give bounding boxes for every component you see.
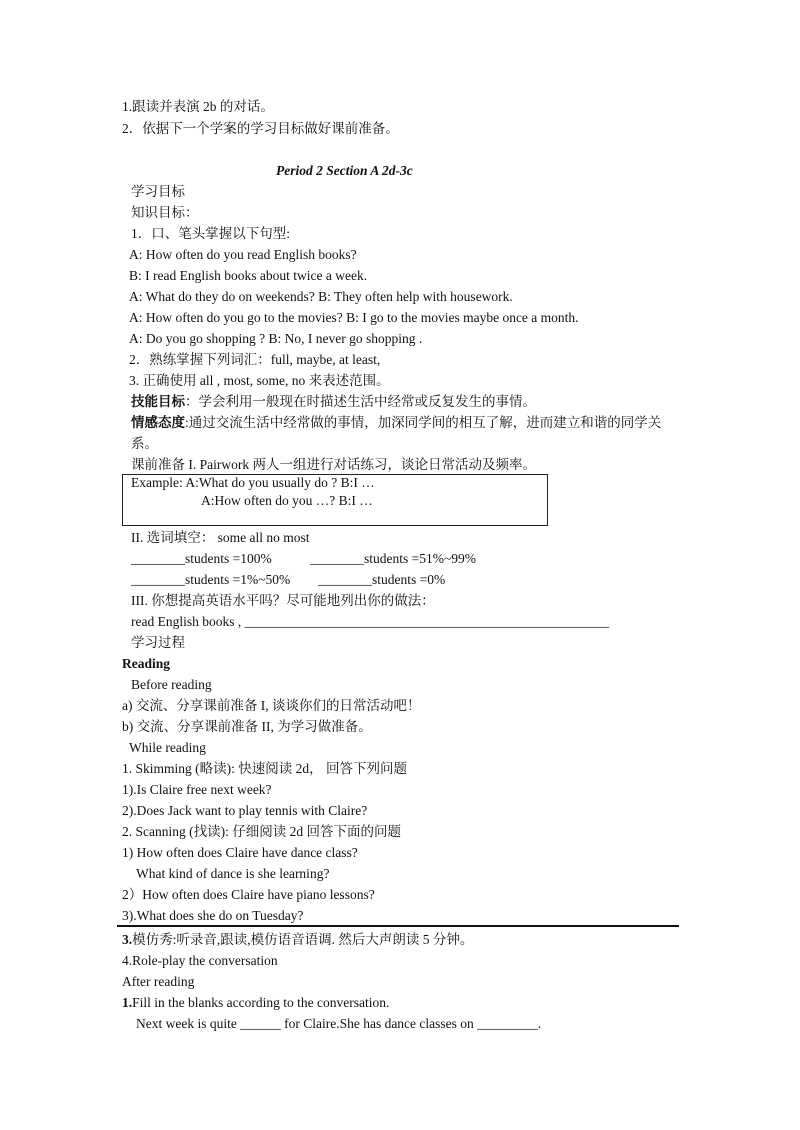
sentence-2: B: I read English books about twice a week.: [129, 268, 368, 283]
sentence-1: A: How often do you read English books?: [129, 247, 357, 262]
homework-item-1: 1.跟读并表演 2b 的对话。: [122, 99, 274, 114]
attitude-goal: [131, 414, 661, 432]
scanning-question-1b: What kind of dance is she learning?: [136, 866, 330, 881]
section-title: Period 2 Section A 2d-3c: [276, 163, 413, 178]
imitation-task: [122, 931, 473, 949]
skill-goal-label: 技能目标: [131, 394, 185, 409]
scanning-task: 2. Scanning (找读): 仔细阅读 2d 回答下面的问题: [122, 824, 401, 839]
skill-goal: [131, 393, 536, 411]
scanning-question-1: 1) How often does Claire have dance class?: [122, 845, 358, 860]
process-heading: 学习过程: [131, 635, 185, 650]
knowledge-item-3: 3. 正确使用 all , most, some, no 来表述范围。: [129, 373, 390, 388]
skimming-question-1: 1).Is Claire free next week?: [122, 782, 272, 797]
goals-heading: 学习目标: [131, 184, 185, 199]
before-reading-b: b) 交流、分享课前准备 II, 为学习做准备。: [122, 719, 372, 734]
skimming-task: 1. Skimming (略读): 快速阅读 2d， 回答下列问题: [122, 761, 408, 776]
knowledge-item-2: 2．熟练掌握下列词汇：full, maybe, at least,: [129, 352, 381, 367]
fill-blank-2: ________students =51%~99%: [310, 551, 477, 566]
while-reading-heading: While reading: [129, 740, 206, 755]
attitude-goal-continued: 系。: [131, 436, 158, 451]
prep-part-1: 课前准备 I. Pairwork 两人一组进行对话练习，谈论日常活动及频率。: [131, 457, 536, 472]
attitude-goal-text: :通过交流生活中经常做的事情，加深同学间的相互了解，进而建立和谐的同学关: [185, 415, 662, 430]
before-reading-heading: Before reading: [131, 677, 212, 692]
knowledge-item-1: 1．口、笔头掌握以下句型:: [131, 226, 291, 241]
prep-part-3-answer: read English books , ______________________________________________________: [131, 614, 610, 629]
imitation-number: 3.: [122, 932, 133, 947]
sentence-4: A: How often do you go to the movies? B: I go to the movies maybe once a month.: [129, 310, 579, 325]
after-reading-heading: After reading: [122, 974, 195, 989]
example-line-1: Example: A:What do you usually do ? B:I …: [131, 475, 375, 490]
imitation-text: 模仿秀:听录音,跟读,模仿语音语调. 然后大声朗读 5 分钟。: [132, 932, 474, 947]
fill-blank-4: ________students =0%: [318, 572, 446, 587]
example-line-2: A:How often do you …? B:I …: [201, 493, 373, 508]
skimming-question-2: 2).Does Jack want to play tennis with Claire?: [122, 803, 368, 818]
fill-task: [122, 994, 389, 1012]
skill-goal-text: ：学会利用一般现在时描述生活中经常或反复发生的事情。: [185, 394, 536, 409]
fill-blank-1: ________students =100%: [131, 551, 272, 566]
reading-heading: Reading: [122, 656, 171, 671]
homework-item-2: 2．依据下一个学案的学习目标做好课前准备。: [122, 121, 399, 136]
fill-task-number: 1.: [122, 995, 133, 1010]
roleplay-task: 4.Role-play the conversation: [122, 953, 278, 968]
fill-blank-3: ________students =1%~50%: [131, 572, 291, 587]
attitude-goal-label: 情感态度: [131, 415, 185, 430]
prep-part-2: II. 选词填空： some all no most: [131, 530, 310, 545]
scanning-question-3: 3).What does she do on Tuesday?: [122, 908, 304, 923]
fill-task-text: Fill in the blanks according to the conversation.: [132, 995, 390, 1010]
sentence-5: A: Do you go shopping ? B: No, I never go shopping .: [129, 331, 423, 346]
fill-sentence: Next week is quite ______ for Claire.She has dance classes on _________.: [136, 1016, 542, 1031]
sentence-3: A: What do they do on weekends? B: They often help with housework.: [129, 289, 513, 304]
knowledge-heading: 知识目标：: [131, 205, 199, 220]
scanning-question-2: 2）How often does Claire have piano lessons?: [122, 887, 375, 902]
before-reading-a: a) 交流、分享课前准备 I, 谈谈你们的日常活动吧！: [122, 698, 421, 713]
section-divider: [117, 925, 679, 927]
prep-part-3: III. 你想提高英语水平吗？尽可能地列出你的做法：: [131, 593, 435, 608]
